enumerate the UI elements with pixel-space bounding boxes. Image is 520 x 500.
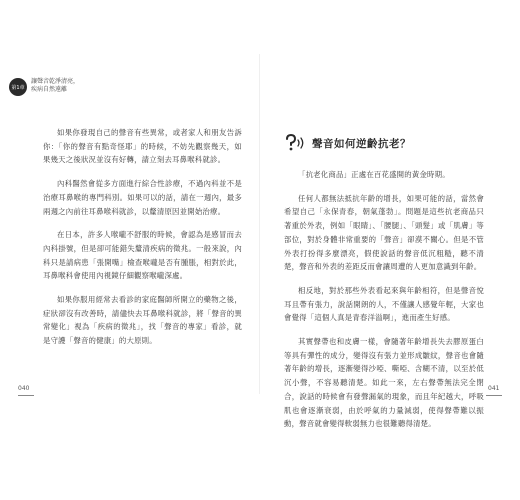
left-paragraph: 內科醫然會從多方面進行綜合性診療，不過內科並不是治療耳鼻喉的專門科別。如果可以的話，請在一週內，最多兩週之內前往耳鼻喉科就診，以釐清原因並開始治療。 [43,179,242,216]
right-page-number: 041 [488,385,500,392]
left-paragraph: 在日本，許多人喉嚨不舒服的時候，會認為是感冒而去內科掛號，但是卻可能錯失釐清疾病的徵兆。一般來說，內科只是請病患「張開嘴」檢查喉嚨是否有腫脹，相對於此，耳鼻喉科會使用內視鏡仔細觀察喉嚨深處。 [43,230,242,281]
right-paragraph: 相反地，對於那些外表看起來與年齡相符，但是聲音悅耳且帶有張力，說話開朗的人，不僅讓人感覺年輕，大家也會覺得「這個人真是青春洋溢啊」，進而產生好感。 [284,285,484,323]
left-paragraph: 如果你服用經常去看診的家庭醫師所開立的藥物之後，症狀卻沒有改善時，請儘快去耳鼻喉科就診，將「聲音的異常變化」視為「疾病的徵兆」，找「聲音的專家」看診，就是守護「聲音的健康」的大原則。 [43,295,242,346]
left-page-number: 040 [18,385,30,392]
chapter-label: 第1章 [11,84,25,91]
running-head [31,78,79,94]
left-page-body [43,126,242,358]
running-head-line-2: 疾病自然遠離 [31,86,68,93]
right-paragraph: 任何人都無法抵抗年齡的增長，如果可能的話，當然會希望自己「永保青春，朝氣蓬勃」。問題是這些抗老商品只著重於外表，例如「眼睛」、「腰腿」、「頭髮」或「肌膚」等部位，對於身體非常重要的「聲音」卻漠不關心。但是不管外表打扮得多麼漂亮，假使說話的聲音低沉粗糙，聽不清楚，聲音和外表的差距反而會讓周遭的人更加意識到年齡。 [284,193,484,272]
chapter-badge [9,78,27,96]
right-page-body [284,168,484,441]
right-folio-rule [486,395,502,396]
question-sound-icon [282,133,308,153]
section-heading: 聲音如何逆齡抗老？ [312,138,411,150]
running-head-line-1: 讓聲音乾淨清亮， [31,78,80,85]
gutter-divider [259,54,260,394]
left-paragraph: 如果你發現自己的聲音有些異常，或者家人和朋友告訴你：「你的聲音有點奇怪耶」的時候，不妨先觀察幾天，如果幾天之後狀況並沒有好轉，請立刻去耳鼻喉科就診。 [43,128,242,165]
left-folio-rule [18,395,34,396]
right-paragraph: 其實聲帶也和皮膚一樣，會隨著年齡增長失去膠原蛋白等具有彈性的成分，變得沒有張力並形成皺紋，聲音也會隨著年齡的增長，逐漸變得沙啞、嘶啞、含糊不清，以至於低沉小聲，不容易聽清楚。如此一來，左右聲帶無法完全閉合，說話的時候會有發聲漏氣的現象，而且年紀越大，呼吸肌也會逐漸衰弱，由於呼氣的力量減弱，使得聲帶難以振動，聲音就會變得軟弱無力也很難聽得清楚。 [284,337,484,429]
right-paragraph: 「抗老化商品」正處在百花盛開的黃金時期。 [298,170,450,179]
